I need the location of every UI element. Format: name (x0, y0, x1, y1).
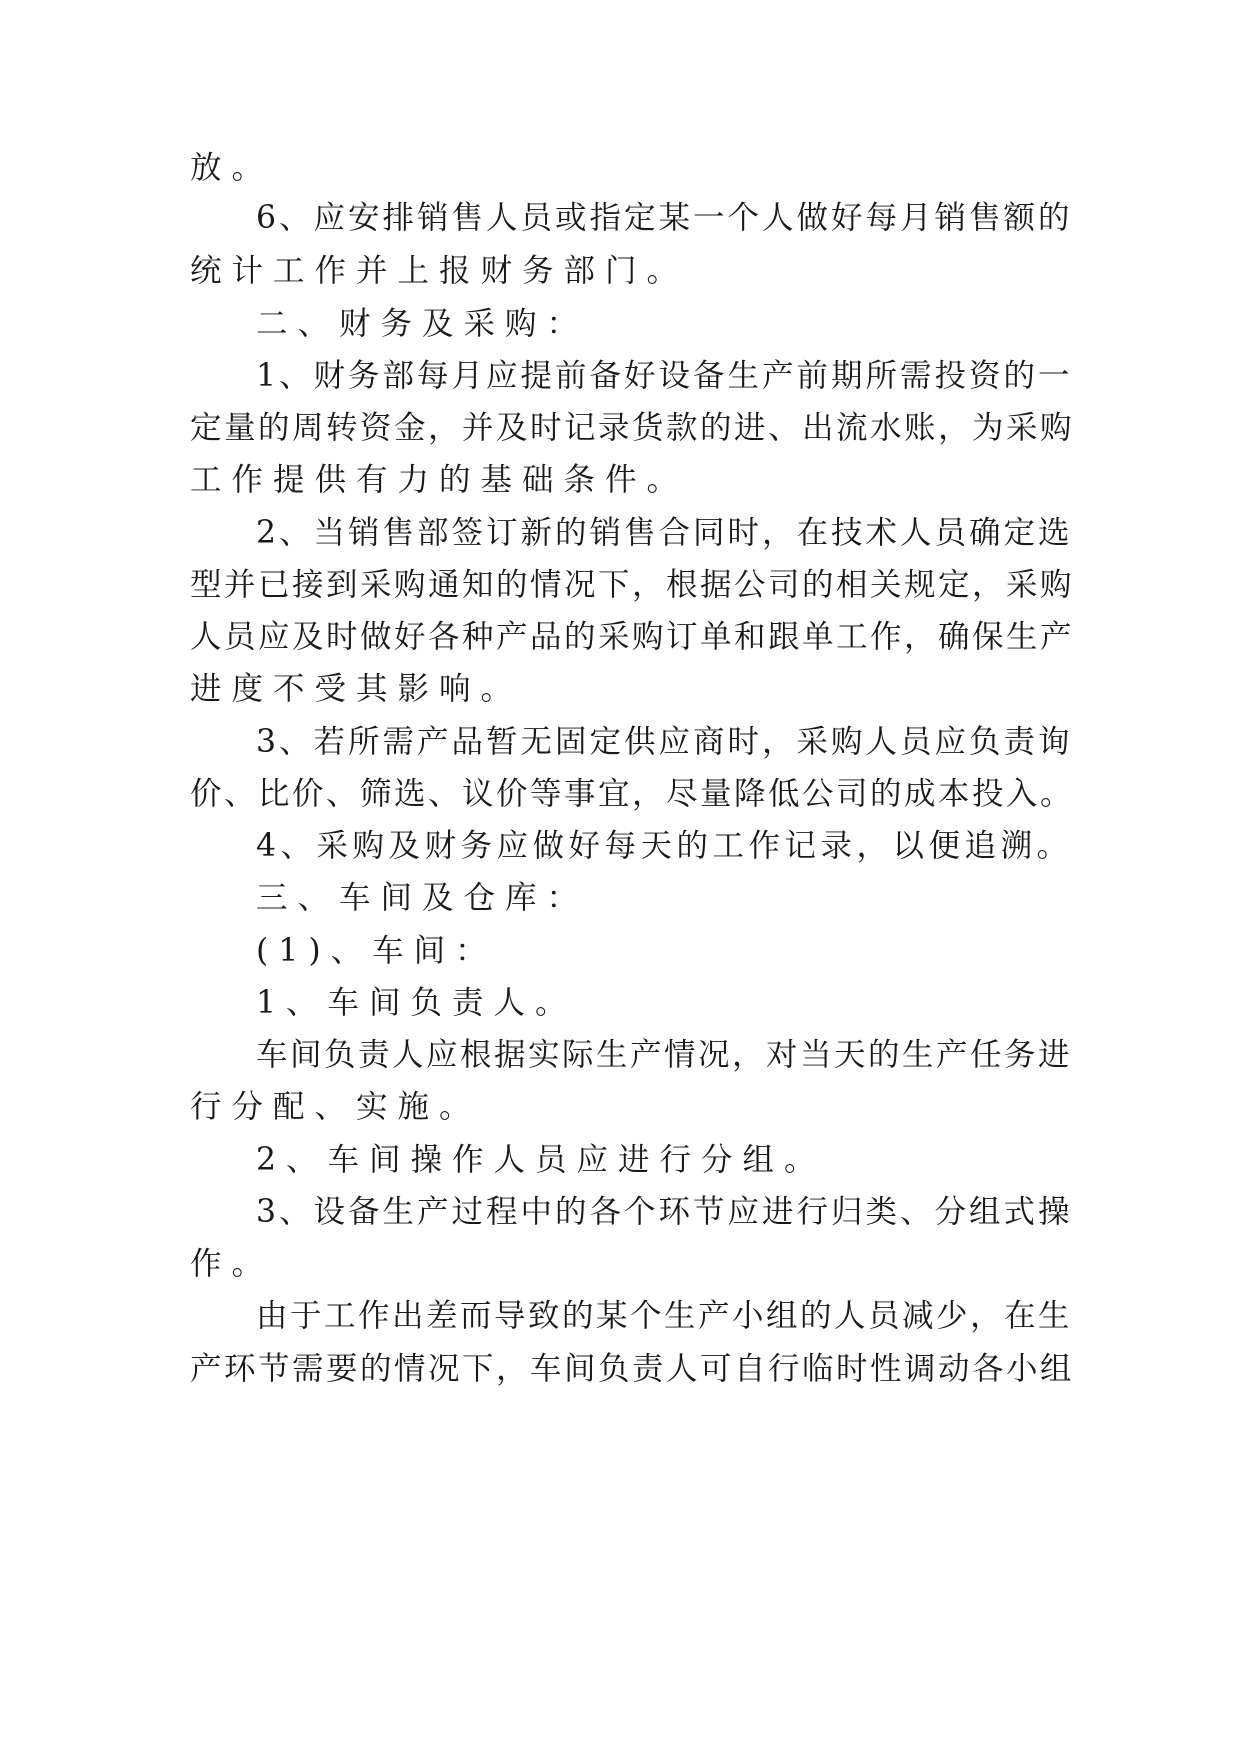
text-line-22: 作。 (190, 1246, 274, 1282)
text-line-1: 放。 (190, 150, 274, 186)
text-line-7: 工作提供有力的基础条件。 (190, 462, 689, 498)
text-line-18: 车间负责人应根据实际生产情况，对当天的生产任务进 (256, 1037, 1073, 1073)
text-line-8: 2、当销售部签订新的销售合同时，在技术人员确定选 (256, 515, 1073, 551)
text-line-3: 统计工作并上报财务部门。 (190, 253, 689, 289)
text-line-15: 三、车间及仓库： (256, 880, 589, 916)
text-line-24: 产环节需要的情况下，车间负责人可自行临时性调动各小组 (190, 1351, 1075, 1387)
text-line-20: 2、车间操作人员应进行分组。 (256, 1142, 826, 1178)
text-line-23: 由于工作出差而导致的某个生产小组的人员减少，在生 (256, 1298, 1073, 1334)
text-line-17: 1、车间负责人。 (256, 985, 577, 1021)
text-line-4: 二、财务及采购： (256, 306, 589, 342)
text-line-19: 行分配、实施。 (190, 1089, 481, 1125)
text-line-21: 3、设备生产过程中的各个环节应进行归类、分组式操 (256, 1194, 1073, 1230)
text-line-5: 1、财务部每月应提前备好设备生产前期所需投资的一 (256, 358, 1073, 394)
text-line-16: (1)、车间： (256, 933, 497, 969)
text-line-11: 进度不受其影响。 (190, 671, 523, 707)
text-line-9: 型并已接到采购通知的情况下，根据公司的相关规定，采购 (190, 567, 1075, 603)
text-line-10: 人员应及时做好各种产品的采购订单和跟单工作，确保生产 (190, 619, 1075, 655)
text-line-14: 4、采购及财务应做好每天的工作记录，以便追溯。 (256, 828, 1073, 864)
text-line-2: 6、应安排销售人员或指定某一个人做好每月销售额的 (256, 200, 1073, 236)
text-line-6: 定量的周转资金，并及时记录货款的进、出流水账，为采购 (190, 410, 1075, 446)
text-line-12: 3、若所需产品暂无固定供应商时，采购人员应负责询 (256, 724, 1073, 760)
text-line-13: 价、比价、筛选、议价等事宜，尽量降低公司的成本投入。 (190, 776, 1075, 812)
